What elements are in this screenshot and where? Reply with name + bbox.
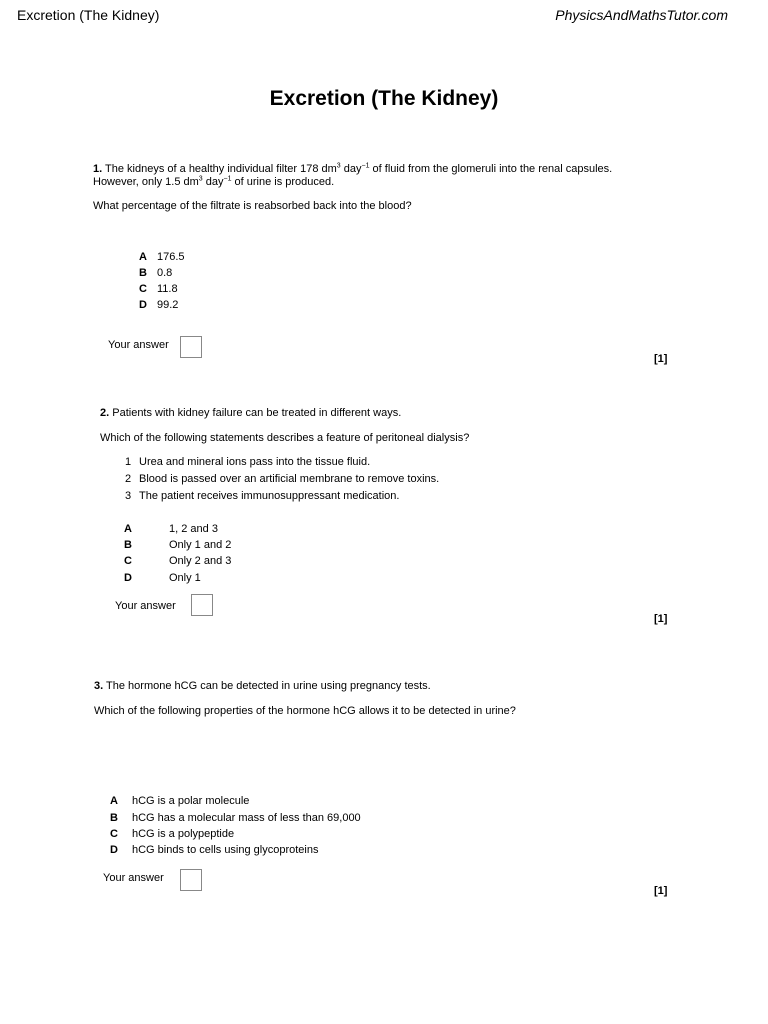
q1-option-b-text: 0.8 [157, 267, 173, 279]
q3-option-a-text: hCG is a polar molecule [132, 795, 250, 807]
q2-number: 2. [100, 407, 110, 419]
q1-question: What percentage of the filtrate is reabsorbed back into the blood? [93, 200, 412, 212]
q3-option-b-text: hCG has a molecular mass of less than 69,000 [132, 812, 361, 824]
q2-option-a-letter: A [124, 523, 132, 535]
q1-option-c-letter: C [139, 283, 147, 295]
q2-intro [100, 407, 401, 420]
q1-text: However, only 1.5 dm [93, 176, 199, 188]
q1-number: 1. [93, 163, 103, 175]
q1-text: day [202, 176, 224, 188]
q1-text: of fluid from the glomeruli into the renal capsules. [369, 163, 613, 175]
q3-option-b-letter: B [110, 812, 118, 824]
q2-statement-number: 2 [125, 473, 132, 485]
q2-statement-number: 1 [125, 456, 132, 468]
page-title: Excretion (The Kidney) [269, 87, 499, 110]
q2-your-answer-label: Your answer [115, 600, 176, 612]
q1-text: day [340, 163, 362, 175]
q2-statement-text: Urea and mineral ions pass into the tissue fluid. [139, 456, 371, 468]
q1-option-c-text: 11.8 [157, 283, 178, 295]
q3-option-c-text: hCG is a polypeptide [132, 828, 235, 840]
q3-answer-box[interactable] [180, 869, 202, 891]
q3-option-a-letter: A [110, 795, 118, 807]
q2-option-c-letter: C [124, 555, 132, 567]
q2-option-b-text: Only 1 and 2 [169, 539, 232, 551]
q2-statement-text: The patient receives immunosuppressant medication. [139, 490, 400, 502]
q2-option-a-text: 1, 2 and 3 [169, 523, 218, 535]
q1-sup: 3 [336, 162, 341, 170]
q2-option-d-text: Only 1 [169, 572, 201, 584]
q1-option-a-text: 176.5 [157, 251, 185, 263]
q3-option-d-letter: D [110, 844, 118, 856]
q3-question: Which of the following properties of the hormone hCG allows it to be detected in urine? [94, 705, 516, 717]
q3-your-answer-label: Your answer [103, 872, 164, 884]
q3-option-d-text: hCG binds to cells using glycoproteins [132, 844, 319, 856]
q1-sup: −1 [361, 162, 370, 170]
header-site-name: PhysicsAndMathsTutor.com [555, 7, 728, 23]
q1-option-d-text: 99.2 [157, 299, 179, 311]
q2-question: Which of the following statements describes a feature of peritoneal dialysis? [100, 432, 470, 444]
q2-option-b-letter: B [124, 539, 132, 551]
q2-option-c-text: Only 2 and 3 [169, 555, 232, 567]
q1-option-a-letter: A [139, 251, 147, 263]
q2-answer-box[interactable] [191, 594, 213, 616]
q1-answer-box[interactable] [180, 336, 202, 358]
q1-sup: −1 [223, 175, 232, 183]
q1-text: The kidneys of a healthy individual filter 178 dm [102, 163, 337, 175]
q1-your-answer-label: Your answer [108, 339, 169, 351]
q1-option-b-letter: B [139, 267, 147, 279]
q2-statement-number: 3 [125, 490, 132, 502]
q2-marks: [1] [654, 613, 668, 625]
q1-sup: 3 [198, 175, 203, 183]
q2-option-d-letter: D [124, 572, 132, 584]
q1-stem-line1 [93, 163, 612, 176]
q1-text: of urine is produced. [231, 176, 335, 188]
q3-intro [94, 680, 431, 693]
q2-intro-text: Patients with kidney failure can be treated in different ways. [109, 407, 402, 419]
q3-option-c-letter: C [110, 828, 118, 840]
q2-statement-text: Blood is passed over an artificial membrane to remove toxins. [139, 473, 440, 485]
q3-marks: [1] [654, 885, 668, 897]
header-left-title: Excretion (The Kidney) [17, 7, 160, 23]
q3-number: 3. [94, 680, 104, 692]
q1-marks: [1] [654, 353, 668, 365]
q1-stem-line2 [93, 176, 334, 189]
q1-option-d-letter: D [139, 299, 147, 311]
q3-intro-text: The hormone hCG can be detected in urine using pregnancy tests. [103, 680, 431, 692]
